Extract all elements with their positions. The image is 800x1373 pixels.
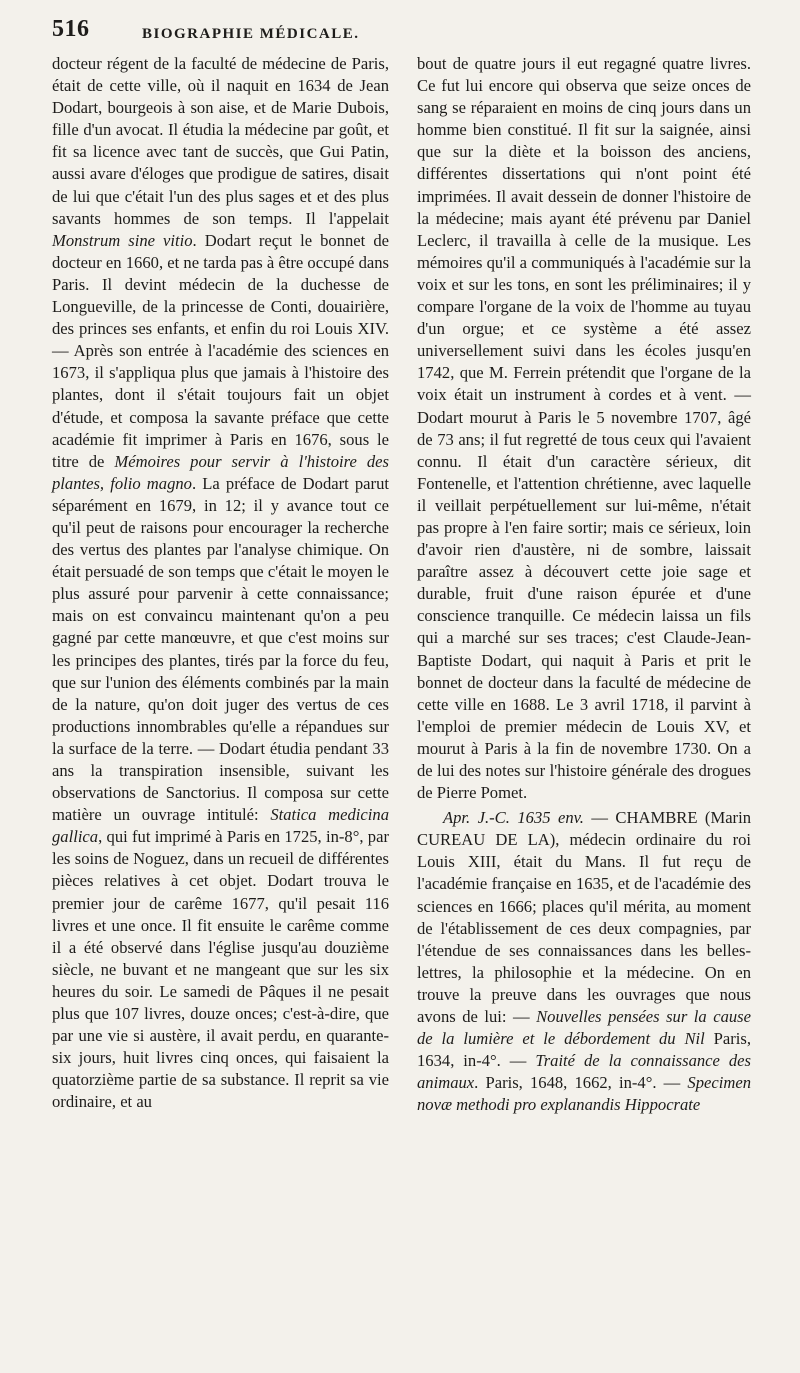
italic-book-title: Statica medicina gallica <box>52 805 389 847</box>
left-column <box>52 53 389 1114</box>
page-header <box>52 14 768 54</box>
chambre-entry-paragraph <box>417 807 751 1116</box>
right-column <box>417 53 751 1117</box>
text-run: bout de quatre jours il eut regagné quatre livres. Ce fut lui encore qui observa que seize onces de sang se réparaient en moins de cinq jours dans un homme bien constitué. Il fit sur la saignée, ainsi que sur la diète et la boisson des anciens, différentes dissertations qui n'ont point été imprimées. Il avait dessein de donner l'histoire de la médecine; mais ayant été prévenu par Daniel Leclerc, il travailla à celle de la musique. Les mémoires qu'il a communiqués à l'académie sur la voix et sur les tons, en sont les préliminaires; il y compare l'organe de la voix de l'homme au tuyau d'un orgue; et ce système a été assez universellement suivi dans les écoles jusqu'en 1742, que M. Ferrein prétendit que l'organe de la voix était un instrument à cordes et à vent. — Dodart mourut à Paris le 5 novembre 1707, âgé de 73 ans; il fut regretté de tous ceux qui l'avaient connu. Il était d'un caractère sérieux, dit Fontenelle, et l'attention chrétienne, avec laquelle il veillait perpétuellement sur lui-même, n'était pas propre à l'en faire sortir; mais ce sérieux, loin d'avoir rien d'austère, ni de sombre, laissait paraître assez à découvert cette joie sage et durable, fruit d'une raison épurée et d'une conscience tranquille. Ce médecin laissa un fils qui a marché sur ses traces; c'est Claude-Jean-Baptiste Dodart, qui naquit à Paris et prit le bonnet de docteur dans la faculté de médecine de cette ville en 1688. Le 3 avril 1718, il parvint à l'emploi de premier médecin de Louis XV, et mourut à Paris à la fin de novembre 1730. On a de lui des notes sur l'histoire générale des drogues de Pierre Pomet. <box>417 54 751 803</box>
italic-book-title: Traité de la connaissance des animaux <box>417 1051 752 1093</box>
page-number: 516 <box>52 16 90 42</box>
text-run: . La préface de Dodart parut séparément en 1679, in 12; il y avance tout ce qu'il peut de raisons pour encourager la recherche des vertus des plantes par l'analyse chimique. On était persuadé de son temps que c'était le moyen le plus assuré pour parvenir à cette connaissance; mais on est convaincu maintenant qu'on a peu gagné par cette manœuvre, et que c'est moins sur les principes des plantes, tirés par la force du feu, que sur l'union des éléments combinés par la main de la nature, qu'on doit juger des vertus de ces productions innombrables qu'elle a répandues sur la surface de la terre. — Dodart étudia pendant 33 ans la transpiration insensible, suivant les observations de Sanctorius. Il composa sur cette matière un ouvrage intitulé: <box>52 473 389 825</box>
text-run: docteur régent de la faculté de médecine de Paris, était de cette ville, où il naquit en 1634 de Jean Dodart, bourgeois à son aise, et de Marie Dubois, fille d'un avocat. Il étudia la médecine par goût, et fit sa licence avec tant de succès, que Gui Patin, aussi avare d'éloges que prodigue de satires, disait de lui que c'était l'un des plus sages et et des plus savants hommes de son temps. Il l'appelait <box>52 54 389 228</box>
italic-book-title: Specimen novæ methodi pro explanandis Hippocrate <box>417 1073 751 1115</box>
text-run: — CHAMBRE (Marin CUREAU DE LA), médecin ordinaire du roi Louis XIII, était du Mans. Il fut reçu de l'académie française en 1635, et de l'académie des sciences en 1666; places qu'il mérita, au moment de l'établissement de ces deux compagnies, par l'étendue de ses connaissances dans les belles-lettres, la philosophie et la médecine. On en trouve la preuve dans les ouvrages que nous avons de lui: — <box>417 808 751 1027</box>
text-run: Paris, 1634, in-4°. — <box>417 1029 751 1071</box>
italic-text-run: Monstrum sine vitio <box>52 230 193 250</box>
running-title: BIOGRAPHIE MÉDICALE. <box>142 26 360 42</box>
dodart-entry-paragraph <box>52 53 389 1114</box>
dodart-entry-continuation <box>417 53 751 804</box>
entry-date: Apr. J.-C. 1635 env. <box>443 808 584 828</box>
italic-book-title: Nouvelles pensées sur la cause de la lumière et le débordement du Nil <box>417 1007 751 1049</box>
text-run: , qui fut imprimé à Paris en 1725, in-8°, par les soins de Noguez, dans un recueil de différentes pièces relatives à cet objet. Dodart trouva le premier jour de carême 1677, qu'il pesait 116 livres et une once. Il fit ensuite le carême comme il a été observé dans l'église jusqu'au douzième siècle, ne buvant et ne mangeant que sur les six heures du soir. Le samedi de Pâques il ne pesait plus que 107 livres, douze onces; c'est-à-dire, que par une vie si austère, il avait perdu, en quarante-six jours, huit livres cinq onces, qui faisaient la quatorzième partie de sa substance. Il reprit sa vie ordinaire, et au <box>52 827 389 1112</box>
text-run: . Paris, 1648, 1662, in-4°. — <box>474 1073 688 1093</box>
text-run: . Dodart reçut le bonnet de docteur en 1660, et ne tarda pas à être occupé dans Paris. Il devint médecin de la duchesse de Longueville, de la princesse de Conti, douairière, des princes ses enfants, et enfin du roi Louis XIV. — Après son entrée à l'académie des sciences en 1673, il s'appliqua plus que jamais à l'histoire des plantes, dont il s'était toujours fait un objet d'étude, et composa la savante préface que cette académie fit imprimer à Paris en 1676, sous le titre de <box>52 230 389 471</box>
italic-book-title: Mémoires pour servir à l'histoire des plantes, folio magno <box>52 451 389 493</box>
